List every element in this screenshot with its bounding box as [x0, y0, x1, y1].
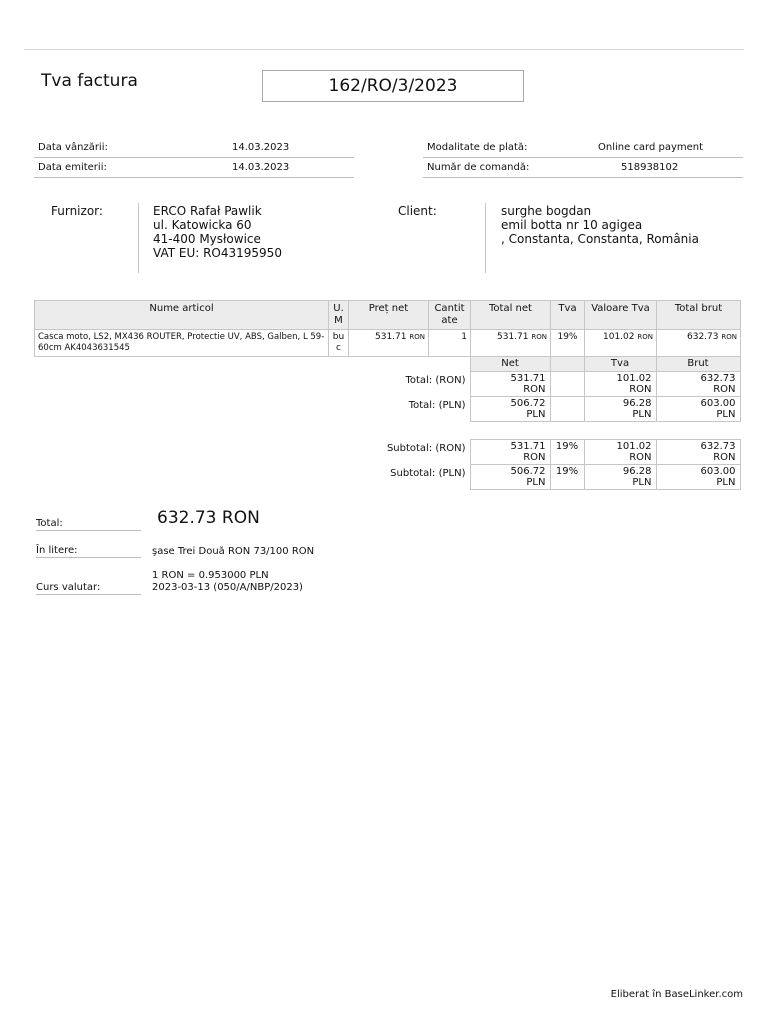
table-row — [35, 330, 741, 357]
subtotals-ron-rate: 19% — [550, 440, 584, 465]
currency-label: PLN — [632, 477, 652, 488]
amount-in-words: şase Trei Două RON 73/100 RON — [152, 546, 315, 557]
totals-header-vat: Tva — [584, 357, 656, 372]
order-value: 518938102 — [621, 162, 679, 173]
currency-label: PLN — [526, 409, 546, 420]
currency-label: RON — [629, 384, 652, 395]
item-total-gross-cell — [657, 330, 741, 357]
supplier-details — [153, 204, 282, 260]
totals-ron-label: Total: (RON) — [405, 374, 466, 386]
invoice-number: 162/RO/3/2023 — [262, 70, 524, 102]
item-quantity: 1 — [429, 330, 471, 357]
totals-pln-net: 506.72 — [510, 398, 546, 409]
currency-label: RON — [523, 452, 546, 463]
subtotals-ron-label: Subtotal: (RON) — [386, 442, 466, 454]
subtotals-ron-net-cell — [470, 440, 550, 465]
totals-header-empty — [550, 357, 584, 372]
totals-ron-net: 531.71 — [510, 373, 546, 384]
header-net-price: Preț net — [349, 301, 429, 330]
subtotals-pln-rate: 19% — [550, 465, 584, 490]
currency-label: RON — [713, 384, 736, 395]
payment-label: Modalitate de plată: — [427, 142, 528, 153]
item-net-price-cell — [349, 330, 429, 357]
top-divider — [24, 49, 744, 50]
currency-label: RON — [523, 384, 546, 395]
totals-header-row — [34, 357, 740, 372]
totals-pln-label: Total: (PLN) — [408, 399, 466, 411]
issue-date-label: Data emiterii: — [38, 162, 107, 173]
exchange-rate-label: Curs valutar: — [36, 582, 141, 595]
subtotals-ron-vat: 101.02 — [616, 441, 652, 452]
totals-pln-row — [34, 397, 740, 422]
client-city: , Constanta, Constanta, România — [501, 232, 699, 246]
totals-ron-empty — [550, 372, 584, 397]
currency-label: RON — [637, 333, 653, 341]
order-label: Număr de comandă: — [427, 162, 530, 173]
supplier-label: Furnizor: — [51, 204, 103, 218]
totals-ron-gross: 632.73 — [700, 373, 736, 384]
order-row — [423, 158, 743, 178]
client-street: emil botta nr 10 agigea — [501, 218, 643, 232]
exchange-rate-value: 1 RON = 0.953000 PLN — [152, 570, 269, 581]
subtotals-pln-net: 506.72 — [510, 466, 546, 477]
currency-label: PLN — [716, 409, 736, 420]
supplier-vat: VAT EU: RO43195950 — [153, 246, 282, 260]
subtotals-pln-vat: 96.28 — [622, 466, 652, 477]
subtotals-pln-vat-cell — [584, 465, 656, 490]
currency-label: RON — [721, 333, 737, 341]
issue-date-row — [34, 158, 354, 178]
subtotals-ron-vat-cell — [584, 440, 656, 465]
grand-total-label: Total: — [36, 518, 141, 531]
totals-ron-vat-cell — [584, 372, 656, 397]
client-divider — [485, 203, 486, 273]
footer-issued-by: Eliberat în BaseLinker.com — [610, 989, 743, 1000]
totals-header-gross: Brut — [656, 357, 740, 372]
currency-label: RON — [629, 452, 652, 463]
totals-ron-vat: 101.02 — [616, 373, 652, 384]
header-total-gross: Total brut — [657, 301, 741, 330]
item-vat-value: 101.02 — [603, 332, 635, 342]
totals-pln-gross: 603.00 — [700, 398, 736, 409]
grand-total-value: 632.73 RON — [157, 508, 260, 528]
subtotals-pln-gross-cell — [656, 465, 740, 490]
sale-date-label: Data vânzării: — [38, 142, 108, 153]
subtotals-pln-row — [34, 465, 740, 490]
totals-ron-net-cell — [470, 372, 550, 397]
totals-ron-gross-cell — [656, 372, 740, 397]
item-total-net-cell — [471, 330, 551, 357]
item-um: bu c — [329, 330, 349, 357]
subtotals-ron-gross: 632.73 — [700, 441, 736, 452]
sale-date-value: 14.03.2023 — [232, 142, 290, 153]
supplier-divider — [138, 203, 139, 273]
item-vat-value-cell — [585, 330, 657, 357]
currency-label: PLN — [632, 409, 652, 420]
currency-label: PLN — [526, 477, 546, 488]
subtotals-ron-net: 531.71 — [510, 441, 546, 452]
supplier-name: ERCO Rafał Pawlik — [153, 204, 262, 218]
item-total-net: 531.71 — [497, 332, 529, 342]
item-vat: 19% — [551, 330, 585, 357]
amount-in-words-label: În litere: — [36, 545, 141, 558]
totals-header-net: Net — [470, 357, 550, 372]
totals-pln-vat-cell — [584, 397, 656, 422]
supplier-city: 41-400 Mysłowice — [153, 232, 261, 246]
totals-pln-empty — [550, 397, 584, 422]
subtotals-ron-row — [34, 440, 740, 465]
item-net-price: 531.71 — [375, 332, 407, 342]
payment-row — [423, 138, 743, 158]
issue-date-value: 14.03.2023 — [232, 162, 290, 173]
exchange-rate-date: 2023-03-13 (050/A/NBP/2023) — [152, 582, 303, 593]
client-details — [501, 204, 699, 246]
totals-pln-net-cell — [470, 397, 550, 422]
currency-label: RON — [713, 452, 736, 463]
totals-ron-row — [34, 372, 740, 397]
header-total-net: Total net — [471, 301, 551, 330]
subtotals-table — [34, 439, 741, 490]
items-header-row — [35, 301, 741, 330]
header-vat: Tva — [551, 301, 585, 330]
totals-pln-vat: 96.28 — [622, 398, 652, 409]
payment-value: Online card payment — [598, 142, 704, 153]
exchange-rate — [152, 570, 303, 594]
item-total-gross: 632.73 — [687, 332, 719, 342]
header-quantity: Cantit ate — [429, 301, 471, 330]
client-label: Client: — [398, 204, 437, 218]
currency-label: PLN — [716, 477, 736, 488]
items-table — [34, 300, 741, 357]
document-title: Tva factura — [41, 71, 138, 91]
subtotals-pln-gross: 603.00 — [700, 466, 736, 477]
item-name: Casca moto, LS2, MX436 ROUTER, Protectie UV, ABS, Galben, L 59-60cm AK4043631545 — [35, 330, 329, 357]
subtotals-pln-label: Subtotal: (PLN) — [390, 467, 466, 479]
header-um: U. M — [329, 301, 349, 330]
sale-date-row — [34, 138, 354, 158]
header-vat-value: Valoare Tva — [585, 301, 657, 330]
header-item-name: Nume articol — [35, 301, 329, 330]
totals-table — [34, 356, 741, 422]
supplier-street: ul. Katowicka 60 — [153, 218, 252, 232]
client-name: surghe bogdan — [501, 204, 592, 218]
subtotals-pln-net-cell — [470, 465, 550, 490]
currency-label: RON — [409, 333, 425, 341]
spacer — [34, 357, 470, 372]
totals-pln-gross-cell — [656, 397, 740, 422]
currency-label: RON — [531, 333, 547, 341]
subtotals-ron-gross-cell — [656, 440, 740, 465]
